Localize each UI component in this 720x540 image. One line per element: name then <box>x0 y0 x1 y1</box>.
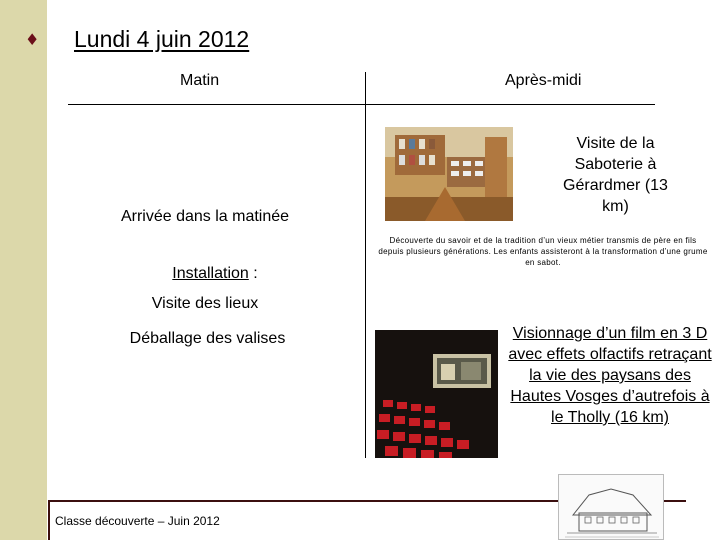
table-vertical-divider <box>365 72 366 458</box>
saboterie-photo-illustration <box>385 127 513 221</box>
arrivee-text: Arrivée dans la matinée <box>120 208 290 225</box>
building-sketch-icon <box>559 475 664 540</box>
footer-text: Classe découverte – Juin 2012 <box>55 514 220 528</box>
footer-divider <box>48 500 558 502</box>
cinema-photo <box>375 330 498 458</box>
film-description: Visionnage d’un film en 3 D avec effets olfactifs retraçant la vie des paysans des Hautes Vosges d’autrefois à le Tholly (16 km) <box>508 325 712 426</box>
slide-title: Lundi 4 juin 2012 <box>74 26 250 52</box>
deballage-text: Déballage des valises <box>129 330 286 347</box>
footer-divider-right <box>664 500 686 502</box>
column-header-matin: Matin <box>180 72 220 89</box>
saboterie-photo <box>385 127 513 221</box>
installation-line <box>140 265 290 283</box>
cinema-photo-illustration <box>375 330 498 458</box>
table-horizontal-divider <box>68 104 655 105</box>
column-header-apres-midi: Après-midi <box>505 72 582 89</box>
saboterie-title: Visite de la Saboterie à Gérardmer (13 km) <box>563 135 668 215</box>
footer-vertical-divider <box>48 500 50 540</box>
school-logo-image <box>558 474 664 540</box>
installation-label: Installation <box>172 265 249 282</box>
left-decorative-band <box>0 0 47 540</box>
installation-colon: : <box>248 265 258 282</box>
diamond-bullet-icon: ♦ <box>25 30 40 49</box>
visite-lieux-text: Visite des lieux <box>151 295 259 312</box>
saboterie-description: Découverte du savoir et de la tradition d’un vieux métier transmis de père en fils depuis plusieurs générations. Les enfants assisteront à la transformation d’une grume en sabot. <box>378 236 708 267</box>
